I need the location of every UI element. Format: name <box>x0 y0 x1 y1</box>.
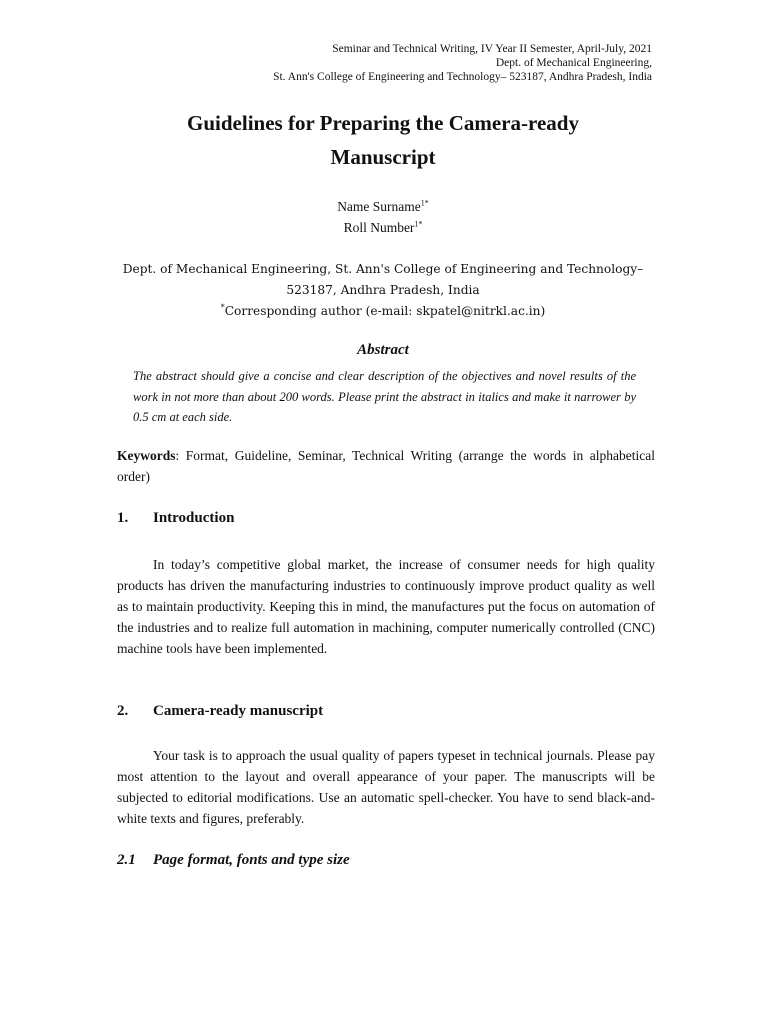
author-roll <box>100 217 666 238</box>
author-name-superscript: 1* <box>420 198 429 208</box>
affiliation-line-1: Dept. of Mechanical Engineering, St. Ann's College of Engineering and Technology– <box>122 262 644 276</box>
author-roll-text: Roll Number <box>343 220 415 235</box>
section-number: 1. <box>117 510 129 526</box>
section-title: Camera-ready manuscript <box>153 703 324 719</box>
author-name <box>100 196 666 217</box>
title-line-1: Guidelines for Preparing the Camera-ready <box>187 111 579 135</box>
keywords-text: : Format, Guideline, Seminar, Technical Writing (arrange the words in alphabetical order) <box>117 448 655 484</box>
header-line-1: Seminar and Technical Writing, IV Year II Semester, April-July, 2021 <box>332 43 652 55</box>
affiliation-block <box>100 259 666 322</box>
section-title: Introduction <box>153 510 235 526</box>
section-heading-camera-ready <box>117 703 323 720</box>
affiliation-line-2: 523187, Andhra Pradesh, India <box>286 283 480 297</box>
subsection-heading-page-format <box>117 852 350 869</box>
keywords-label: Keywords <box>117 448 176 463</box>
introduction-paragraph: In today’s competitive global market, the increase of consumer needs for high quality products has driven the manufacturing industries to continuously improve product quality as well as to maintain productivity. Keeping this in mind, the manufactures put the focus on automation of the industries and to realize full automation in machining, computer numerically controlled (CNC) machine tools have been implemented. <box>117 557 655 656</box>
keywords-paragraph <box>117 445 655 487</box>
camera-ready-paragraph: Your task is to approach the usual quality of papers typeset in technical journals. Please pay most attention to the layout and overall appearance of your paper. The manuscripts will be subjected to editorial modifications. Use an automatic spell-checker. You have to send black-and-white texts and figures, preferably. <box>117 748 655 826</box>
abstract-heading: Abstract <box>357 342 409 358</box>
author-block <box>100 196 666 238</box>
running-header <box>273 42 652 84</box>
section-heading-introduction <box>117 510 234 527</box>
corresponding-author-text: Corresponding author (e-mail: skpatel@nitrkl.ac.in) <box>224 304 546 318</box>
author-name-text: Name Surname <box>337 199 421 214</box>
paper-title <box>100 106 666 174</box>
author-roll-superscript: 1* <box>414 219 423 229</box>
title-line-2: Manuscript <box>330 145 436 169</box>
abstract-text: The abstract should give a concise and clear description of the objectives and novel results of the work in not more than about 200 words. Please print the abstract in italics and make it narrower by 0.5 cm at each side. <box>133 369 636 424</box>
corresponding-superscript: * <box>220 302 225 312</box>
corresponding-author <box>100 301 666 322</box>
subsection-number: 2.1 <box>117 852 136 868</box>
subsection-title: Page format, fonts and type size <box>153 852 350 868</box>
header-line-3: St. Ann's College of Engineering and Technology– 523187, Andhra Pradesh, India <box>273 71 652 83</box>
section-number: 2. <box>117 703 129 719</box>
header-line-2: Dept. of Mechanical Engineering, <box>495 57 652 69</box>
